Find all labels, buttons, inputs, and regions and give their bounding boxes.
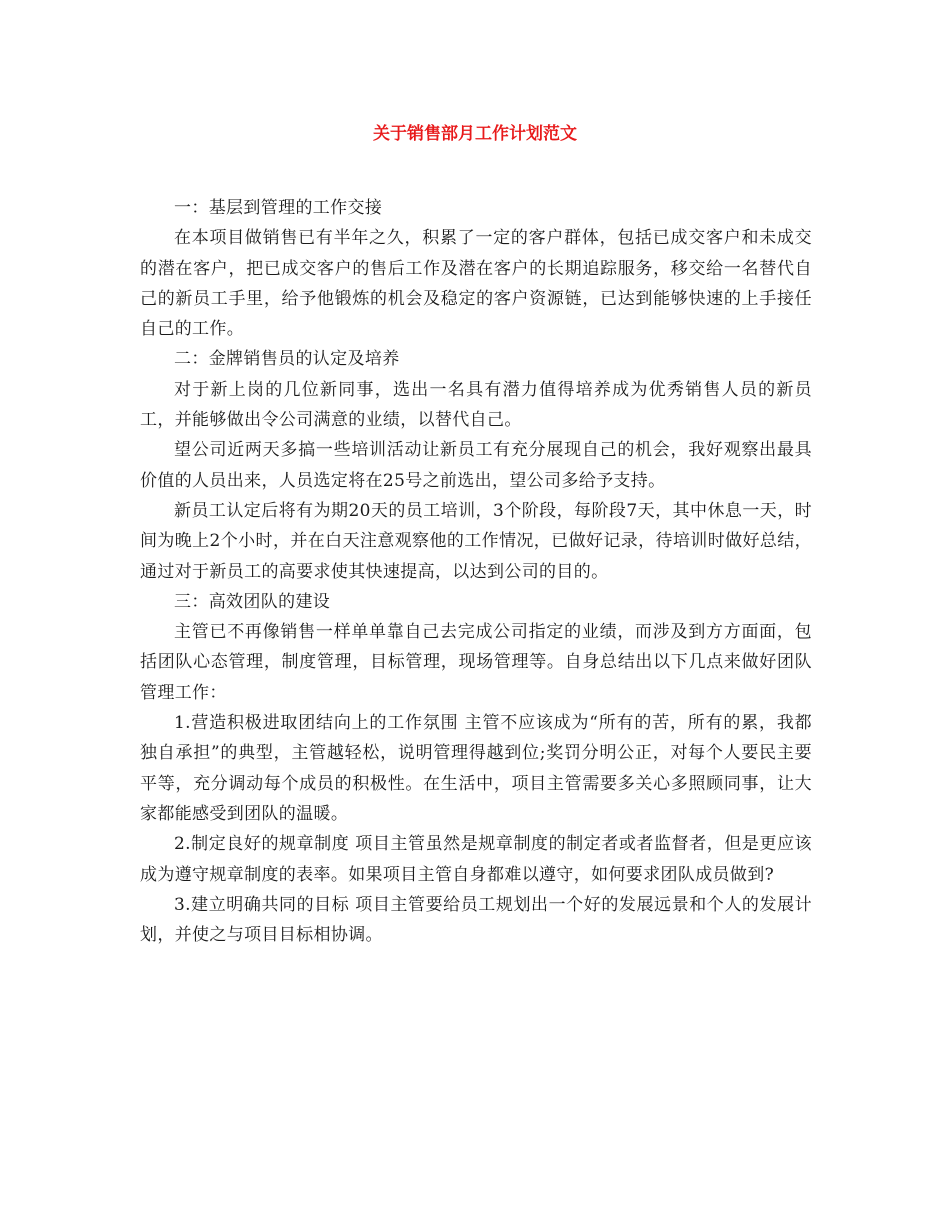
document-body bbox=[140, 193, 812, 950]
paragraph: 对于新上岗的几位新同事，选出一名具有潜力值得培养成为优秀销售人员的新员工，并能够做出令公司满意的业绩，以替代自己。 bbox=[140, 379, 812, 431]
section-heading-3: 三：高效团队的建设 bbox=[174, 591, 331, 612]
paragraph: 望公司近两天多搞一些培训活动让新员工有充分展现自己的机会，我好观察出最具价值的人员出来，人员选定将在25号之前选出，望公司多给予支持。 bbox=[140, 440, 812, 491]
document-title: 关于销售部月工作计划范文 bbox=[373, 124, 577, 144]
paragraph: 在本项目做销售已有半年之久，积累了一定的客户群体，包括已成交客户和未成交的潜在客户，把已成交客户的售后工作及潜在客户的长期追踪服务，移交给一名替代自己的新员工手里，给予他锻炼的机会及稳定的客户资源链，已达到能够快速的上手接任自己的工作。 bbox=[140, 228, 812, 340]
paragraph: 主管已不再像销售一样单单靠自己去完成公司指定的业绩，而涉及到方方面面，包括团队心态管理，制度管理，目标管理，现场管理等。自身总结出以下几点来做好团队管理工作： bbox=[140, 622, 812, 703]
list-item: 3.建立明确共同的目标 项目主管要给员工规划出一个好的发展远景和个人的发展计划，并使之与项目目标相协调。 bbox=[140, 894, 812, 946]
section-heading-1: 一：基层到管理的工作交接 bbox=[174, 198, 383, 218]
section-heading-2: 二：金牌销售员的认定及培养 bbox=[174, 349, 400, 370]
paragraph: 新员工认定后将有为期20天的员工培训，3个阶段，每阶段7天，其中休息一天，时间为晚上2个小时，并在白天注意观察他的工作情况，已做好记录，待培训时做好总结，通过对于新员工的高要求使其快速提高，以达到公司的目的。 bbox=[140, 500, 812, 582]
list-item: 1.营造积极进取团结向上的工作氛围 主管不应该成为“所有的苦，所有的累，我都独自承担”的典型，主管越轻松，说明管理得越到位;奖罚分明公正，对每个人要民主要平等，充分调动每个成员的积极性。在生活中，项目主管需要多关心多照顾同事，让大家都能感受到团队的温暖。 bbox=[140, 713, 812, 824]
list-item: 2.制定良好的规章制度 项目主管虽然是规章制度的制定者或者监督者，但是更应该成为遵守规章制度的表率。如果项目主管自身都难以遵守，如何要求团队成员做到? bbox=[140, 834, 812, 885]
